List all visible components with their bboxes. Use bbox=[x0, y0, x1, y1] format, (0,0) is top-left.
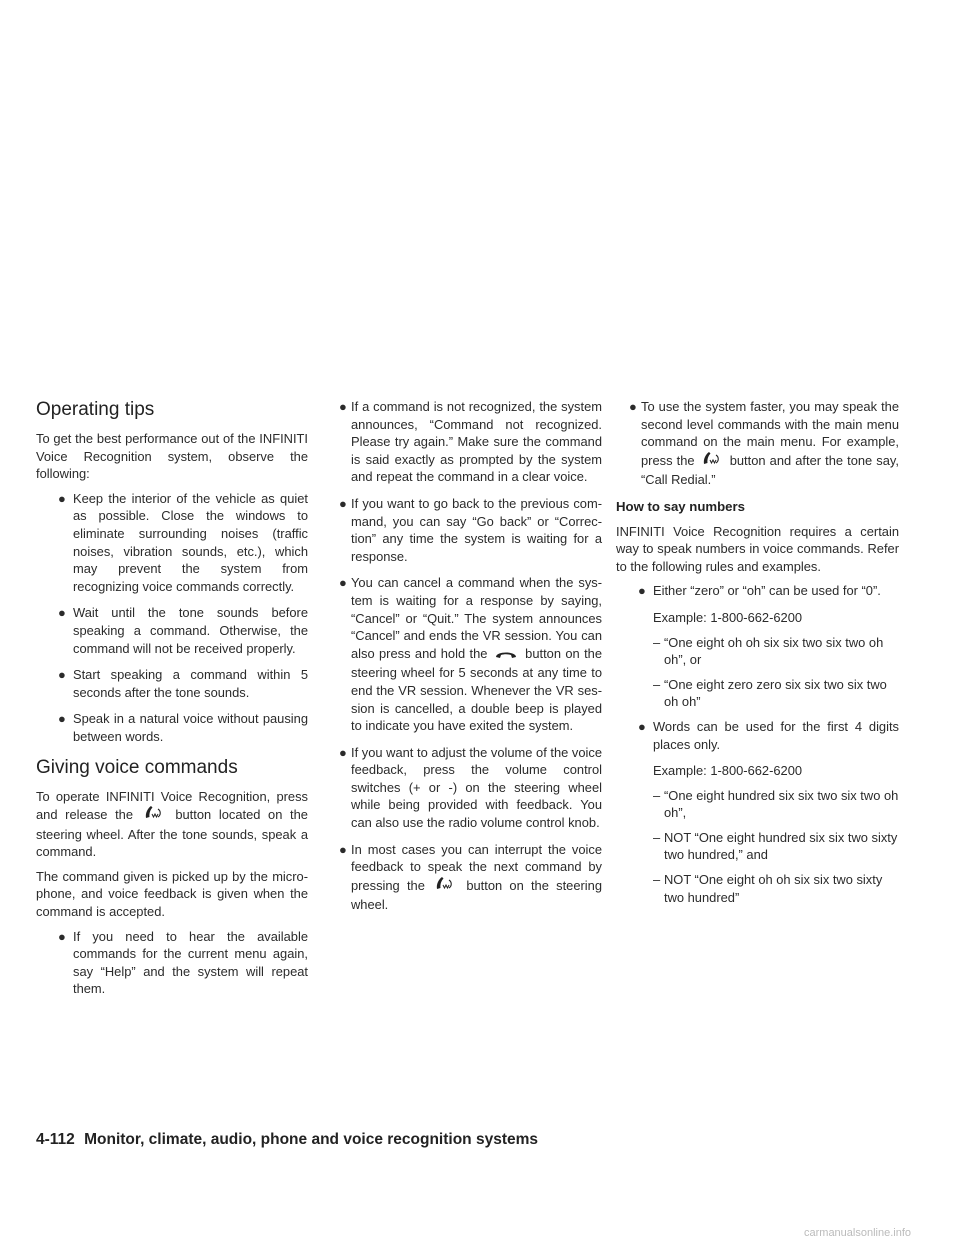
dash-item: – “One eight oh oh six six two six two oh oh”, or bbox=[653, 634, 884, 668]
dash-icon: – bbox=[653, 676, 661, 692]
dash-item: – NOT “One eight oh oh six six two sixty two hundred” bbox=[653, 872, 883, 905]
talk-switch-icon bbox=[143, 805, 165, 826]
section-title: Monitor, climate, audio, phone and voice recognition systems bbox=[84, 1131, 538, 1148]
rule-item: ● Either “zero” or “oh” can be used for “0”. bbox=[638, 583, 881, 599]
dash-icon: – bbox=[653, 829, 661, 845]
phone-hangup-icon bbox=[494, 647, 518, 665]
talk-switch-icon bbox=[434, 876, 456, 897]
column-right bbox=[616, 398, 899, 913]
bullet-icon: ● bbox=[339, 399, 347, 414]
dash-item: – “One eight hundred six six two six two oh oh”, bbox=[653, 787, 899, 821]
bullet-icon: ● bbox=[58, 490, 66, 506]
voice-paragraph-2: The command given is picked up by the micro-phone, and voice feedback is given when the command is accepted. bbox=[36, 868, 308, 920]
list-item: ● In most cases you can interrupt the voice feedback to speak the next command by pressing the button on the steering wheel. bbox=[339, 841, 602, 913]
bullet-icon: ● bbox=[339, 744, 347, 760]
heading-giving-voice-commands: Giving voice commands bbox=[36, 756, 238, 778]
bullet-icon: ● bbox=[339, 841, 347, 857]
bullet-icon: ● bbox=[629, 399, 637, 414]
tip-item: ● Start speaking a command within 5 seconds after the tone sounds. bbox=[58, 667, 308, 700]
talk-switch-icon bbox=[701, 451, 723, 472]
dash-item: – “One eight zero zero six six two six two oh oh” bbox=[653, 676, 887, 710]
bullet-icon: ● bbox=[638, 718, 646, 734]
dash-item: – NOT “One eight hundred six six two sixty two hundred,” and bbox=[653, 829, 898, 863]
list-item: ● If you want to adjust the volume of the voice feedback, press the volume control switches (+ or -) on the steering wheel while being provided with feedback. You can also use the radio volume control knob. bbox=[339, 744, 602, 831]
numbers-intro: INFINITI Voice Recognition requires a certain way to speak numbers in voice commands. Refer to the following rules and examples. bbox=[616, 523, 899, 574]
bullet-icon: ● bbox=[58, 605, 66, 621]
bullet-icon: ● bbox=[638, 583, 646, 599]
list-item: ● To use the system faster, you may speak the second level commands with the main menu command on the main menu. For example, press the button and after the tone say, “Call Redial.” bbox=[629, 399, 899, 488]
bullet-icon: ● bbox=[58, 667, 66, 683]
column-middle bbox=[326, 398, 602, 923]
tip-item: ● Speak in a natural voice without pausing between words. bbox=[58, 711, 308, 744]
page-footer bbox=[36, 1131, 538, 1149]
dash-icon: – bbox=[653, 872, 661, 888]
bullet-icon: ● bbox=[339, 575, 347, 591]
rule-item: ● Words can be used for the first 4 digits places only. bbox=[638, 718, 899, 752]
column-left bbox=[36, 398, 308, 1007]
tip-item: ● Keep the interior of the vehicle as quiet as possible. Close the windows to eliminate surrounding noises (traffic noises, vibration sounds, etc.), which may prevent the system from recognizing voice commands correctly. bbox=[58, 490, 308, 594]
list-item: ● If a command is not recognized, the system announces, “Command not recognized. Please try again.” Make sure the command is said exactly as prompted by the system and repeat the command in a clear voice. bbox=[339, 399, 602, 485]
voice-bullet: ● If you need to hear the available commands for the current menu again, say “Help” and the system will repeat them. bbox=[58, 928, 308, 997]
heading-how-to-say-numbers: How to say numbers bbox=[616, 498, 745, 514]
tips-intro: To get the best performance out of the INFINITI Voice Recognition system, observe the following: bbox=[36, 431, 308, 482]
tip-item: ● Wait until the tone sounds before speaking a command. Otherwise, the command will not be received properly. bbox=[58, 605, 308, 656]
voice-paragraph-1: To operate INFINITI Voice Recognition, press and release the button located on the steering wheel. After the tone sounds, speak a command. bbox=[36, 788, 308, 860]
bullet-icon: ● bbox=[58, 711, 66, 727]
example-line: Example: 1-800-662-6200 bbox=[653, 609, 803, 625]
dash-icon: – bbox=[653, 634, 661, 650]
list-item: ● If you want to go back to the previous com-mand, you can say “Go back” or “Correc-tion” any time the system is waiting for a response. bbox=[339, 495, 602, 564]
bullet-icon: ● bbox=[58, 928, 66, 944]
page-number: 4-112 bbox=[36, 1131, 75, 1148]
heading-operating-tips: Operating tips bbox=[36, 399, 155, 420]
bullet-icon: ● bbox=[339, 495, 347, 511]
dash-icon: – bbox=[653, 787, 661, 803]
list-item: ● You can cancel a command when the sys-tem is waiting for a response by saying, “Cancel” or “Quit.” The system announces “Cancel” and ends the VR session. You can also press and hold the button on the steering wheel for 5 seconds at any time to end the VR session. Whenever the VR ses-sion is cancelled, a double beep is played to indicate you have exited the system. bbox=[339, 575, 602, 734]
watermark: carmanualsonline.info bbox=[804, 1227, 912, 1239]
example-line: Example: 1-800-662-6200 bbox=[653, 763, 803, 779]
